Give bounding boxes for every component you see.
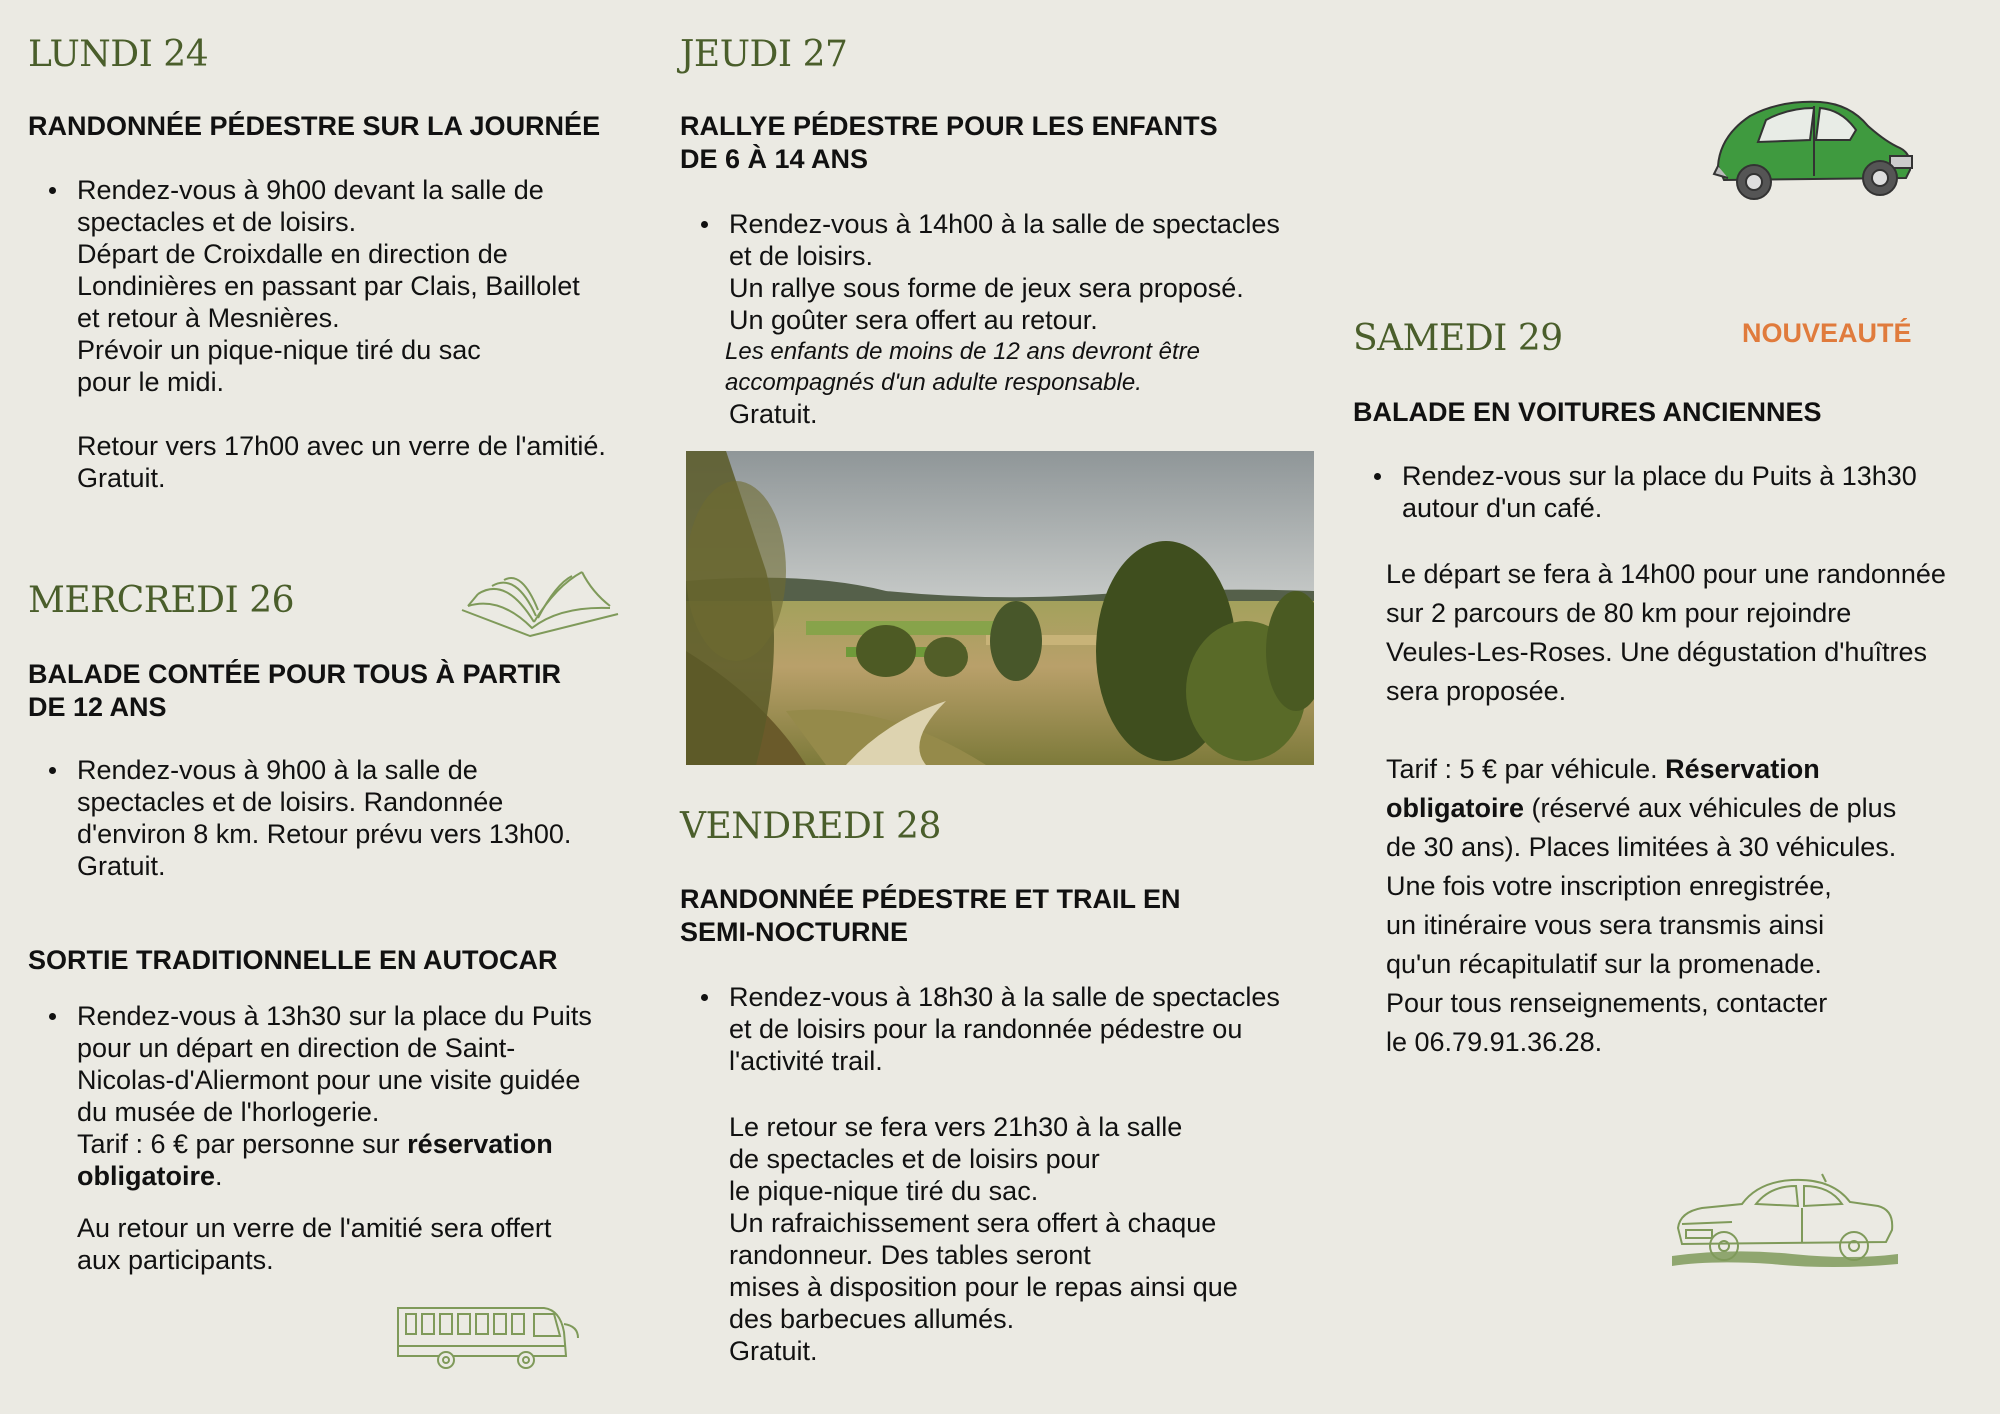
title-line: BALADE CONTÉE POUR TOUS À PARTIR bbox=[28, 659, 562, 689]
text-line: Rendez-vous à 14h00 à la salle de spectacles bbox=[729, 209, 1280, 239]
day-heading-samedi: SAMEDI 29 bbox=[1353, 318, 1563, 359]
text-line: Prévoir un pique-nique tiré du sac bbox=[77, 335, 481, 365]
text-line: mises à disposition pour le repas ainsi que bbox=[729, 1272, 1238, 1302]
bullet-dot bbox=[49, 187, 56, 194]
event-title-jeudi bbox=[680, 110, 1218, 176]
italic-note: Les enfants de moins de 12 ans devront être bbox=[725, 338, 1200, 365]
text-line: et retour à Mesnières. bbox=[77, 303, 340, 333]
spacer bbox=[77, 398, 606, 430]
text-line: le pique-nique tiré du sac. bbox=[729, 1176, 1039, 1206]
event-details-samedi bbox=[1402, 460, 1917, 524]
spacer bbox=[729, 1077, 1280, 1111]
vintage-car-icon bbox=[1672, 1168, 1898, 1278]
text-line: Rendez-vous à 9h00 à la salle de bbox=[77, 755, 478, 785]
text-line: et de loisirs. bbox=[729, 241, 874, 271]
text-line: Un goûter sera offert au retour. bbox=[729, 305, 1098, 335]
text-line: du musée de l'horlogerie. bbox=[77, 1097, 380, 1127]
event-details-autocar bbox=[77, 1000, 592, 1276]
text-line: Gratuit. bbox=[729, 399, 818, 429]
text-line: Le retour se fera vers 21h30 à la salle bbox=[729, 1112, 1183, 1142]
bullet-dot bbox=[701, 994, 708, 1001]
day-heading-lundi: LUNDI 24 bbox=[28, 34, 209, 75]
text-line: Rendez-vous sur la place du Puits à 13h30 bbox=[1402, 461, 1917, 491]
text-line: Nicolas-d'Aliermont pour une visite guidée bbox=[77, 1065, 581, 1095]
text-line: l'activité trail. bbox=[729, 1046, 883, 1076]
landscape-photo bbox=[686, 451, 1314, 765]
event-title-autocar: SORTIE TRADITIONNELLE EN AUTOCAR bbox=[28, 945, 558, 975]
bullet-dot bbox=[49, 767, 56, 774]
bullet-dot bbox=[1374, 473, 1381, 480]
bullet-dot bbox=[701, 221, 708, 228]
text-line: autour d'un café. bbox=[1402, 493, 1603, 523]
spacer bbox=[1386, 711, 1946, 750]
italic-note: accompagnés d'un adulte responsable. bbox=[725, 369, 1142, 396]
event-details-lundi bbox=[77, 174, 606, 494]
text-line: le 06.79.91.36.28. bbox=[1386, 1027, 1603, 1057]
title-line: SEMI-NOCTURNE bbox=[680, 917, 908, 947]
book-icon bbox=[460, 566, 620, 640]
text-line: Une fois votre inscription enregistrée, bbox=[1386, 871, 1832, 901]
text-line: et de loisirs pour la randonnée pédestre ou bbox=[729, 1014, 1243, 1044]
text-line: Veules-Les-Roses. Une dégustation d'huîtres bbox=[1386, 637, 1927, 667]
tarif-line: Tarif : 5 € par véhicule. Réservation bbox=[1386, 754, 1820, 784]
text-line: Retour vers 17h00 avec un verre de l'amitié. bbox=[77, 431, 606, 461]
text-line: Le départ se fera à 14h00 pour une randonnée bbox=[1386, 559, 1946, 589]
event-details-vendredi bbox=[729, 981, 1280, 1367]
text-line: Londinières en passant par Clais, Baillolet bbox=[77, 271, 580, 301]
text-line: Gratuit. bbox=[77, 851, 166, 881]
text-line: aux participants. bbox=[77, 1245, 274, 1275]
text-line: Départ de Croixdalle en direction de bbox=[77, 239, 508, 269]
text-line: d'environ 8 km. Retour prévu vers 13h00. bbox=[77, 819, 572, 849]
text-line: un itinéraire vous sera transmis ainsi bbox=[1386, 910, 1825, 940]
text-line: sera proposée. bbox=[1386, 676, 1567, 706]
text-line: Un rafraichissement sera offert à chaque bbox=[729, 1208, 1217, 1238]
bus-icon bbox=[394, 1302, 584, 1372]
text-line: randonneur. Des tables seront bbox=[729, 1240, 1091, 1270]
text-line: sur 2 parcours de 80 km pour rejoindre bbox=[1386, 598, 1852, 628]
event-title-vendredi bbox=[680, 883, 1181, 949]
samedi-description bbox=[1386, 555, 1946, 1062]
title-line: DE 6 À 14 ANS bbox=[680, 144, 869, 174]
text-line: Au retour un verre de l'amitié sera offert bbox=[77, 1213, 552, 1243]
tarif-line: Tarif : 6 € par personne sur réservation bbox=[77, 1129, 553, 1159]
text-line: pour un départ en direction de Saint- bbox=[77, 1033, 516, 1063]
green-2cv-car-icon bbox=[1710, 96, 1916, 206]
text-line: pour le midi. bbox=[77, 367, 225, 397]
text-line: Pour tous renseignements, contacter bbox=[1386, 988, 1828, 1018]
text-line: spectacles et de loisirs. Randonnée bbox=[77, 787, 504, 817]
tarif-line: obligatoire. bbox=[77, 1161, 223, 1191]
spacer bbox=[77, 1192, 592, 1212]
tarif-line: obligatoire (réservé aux véhicules de plus bbox=[1386, 793, 1897, 823]
title-line: RALLYE PÉDESTRE POUR LES ENFANTS bbox=[680, 111, 1218, 141]
event-details-jeudi bbox=[725, 208, 1280, 430]
event-details-mercredi bbox=[77, 754, 571, 882]
bullet-dot bbox=[49, 1013, 56, 1020]
text-line: Un rallye sous forme de jeux sera proposé. bbox=[729, 273, 1244, 303]
text-line: Rendez-vous à 13h30 sur la place du Puits bbox=[77, 1001, 592, 1031]
event-title-lundi: RANDONNÉE PÉDESTRE SUR LA JOURNÉE bbox=[28, 111, 601, 141]
text-line: Rendez-vous à 18h30 à la salle de spectacles bbox=[729, 982, 1280, 1012]
text-line: Gratuit. bbox=[77, 463, 166, 493]
text-line: Gratuit. bbox=[729, 1336, 818, 1366]
nouveaute-badge: NOUVEAUTÉ bbox=[1742, 318, 1912, 348]
day-heading-vendredi: VENDREDI 28 bbox=[680, 806, 941, 847]
text-line: Rendez-vous à 9h00 devant la salle de bbox=[77, 175, 544, 205]
event-title-mercredi bbox=[28, 658, 561, 724]
day-heading-mercredi: MERCREDI 26 bbox=[28, 580, 295, 621]
text-line: de 30 ans). Places limitées à 30 véhicules. bbox=[1386, 832, 1897, 862]
text-line: des barbecues allumés. bbox=[729, 1304, 1015, 1334]
day-heading-jeudi: JEUDI 27 bbox=[680, 34, 848, 75]
title-line: DE 12 ANS bbox=[28, 692, 167, 722]
event-title-samedi: BALADE EN VOITURES ANCIENNES bbox=[1353, 397, 1822, 427]
text-line: qu'un récapitulatif sur la promenade. bbox=[1386, 949, 1822, 979]
text-line: de spectacles et de loisirs pour bbox=[729, 1144, 1100, 1174]
text-line: spectacles et de loisirs. bbox=[77, 207, 357, 237]
title-line: RANDONNÉE PÉDESTRE ET TRAIL EN bbox=[680, 884, 1181, 914]
